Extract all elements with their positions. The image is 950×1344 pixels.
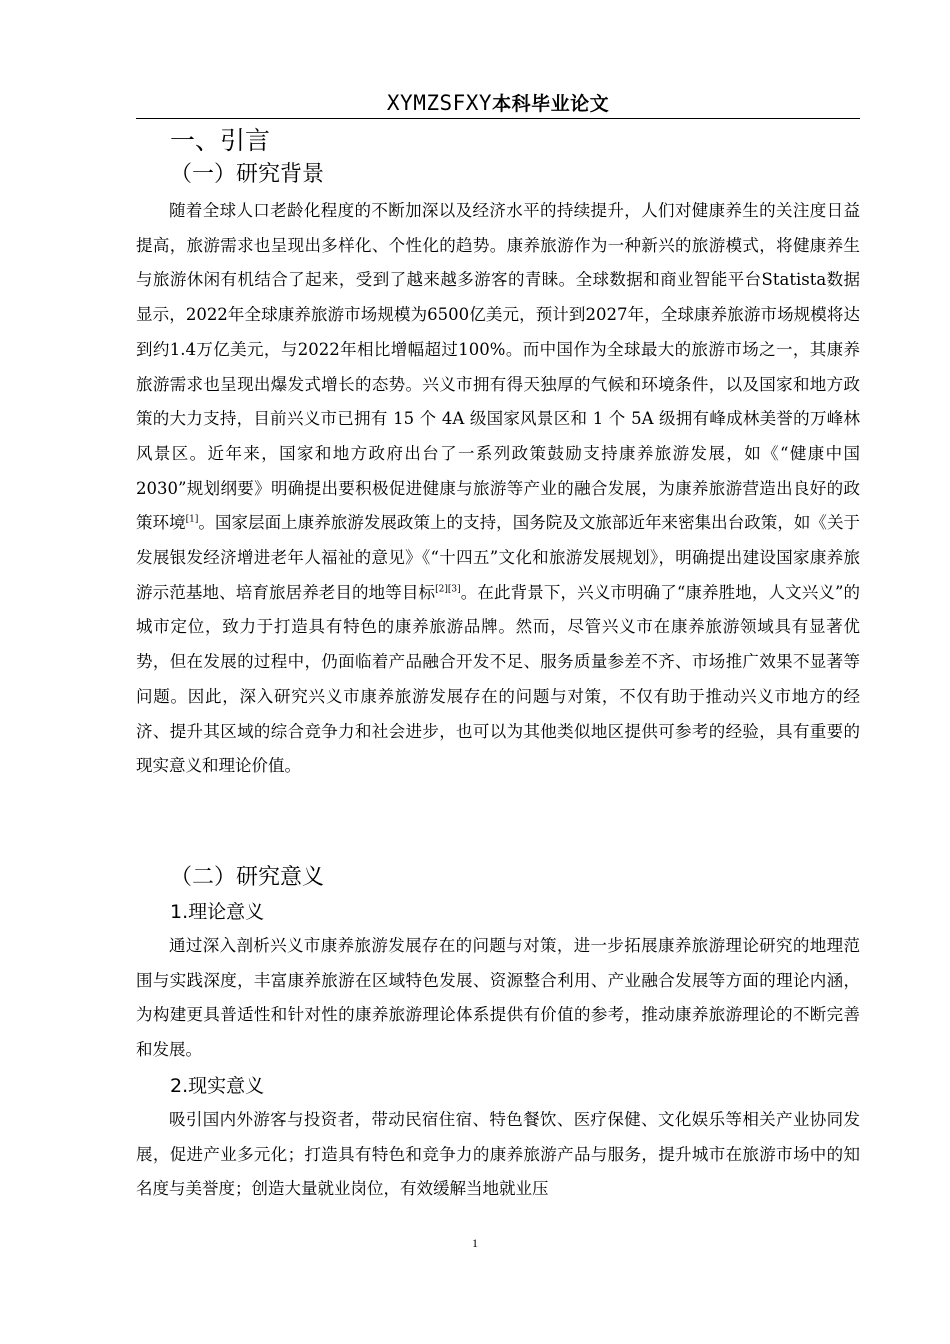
heading-theoretical-significance: 1.理论意义 [170,901,265,923]
background-text-part-2: 。国家层面上康养旅游发展政策上的支持，国务院及文旅部近年来密集出台政策，如《关于发展银发经济增进老年人福祉的意见》《“十四五”文化和旅游发展规划》，明确提出建设国家康养旅游示范基地、培育旅居养老目的地等目标 [136,513,861,602]
heading-practical-significance: 2.现实意义 [170,1075,265,1097]
header-chinese: 本科毕业论文 [492,93,610,115]
practical-significance-paragraph: 吸引国内外游客与投资者，带动民宿住宿、特色餐饮、医疗保健、文化娱乐等相关产业协同发展，促进产业多元化；打造具有特色和竞争力的康养旅游产品与服务，提升城市在旅游市场中的知名度与美誉度；创造大量就业岗位，有效缓解当地就业压 [136,1110,860,1199]
citation-ref-2-3: [2][3] [435,584,461,595]
header-title [387,91,609,115]
subsection-heading-significance: （二）研究意义 [170,865,325,890]
background-text-part-1: 随着全球人口老龄化程度的不断加深以及经济水平的持续提升，人们对健康养生的关注度日益提高，旅游需求也呈现出多样化、个性化的趋势。康养旅游作为一种新兴的旅游模式，将健康养生与旅游休闲有机结合了起来，受到了越来越多游客的青睐。全球数据和商业智能平台Statista数据显示，2022年全球康养旅游市场规模为6500亿美元，预计到2027年，全球康养旅游市场规模将达到约1.4万亿美元，与2022年相比增幅超过100%。而中国作为全球最大的旅游市场之一，其康养旅游需求也呈现出爆发式增长的态势。兴义市拥有得天独厚的气候和环境条件，以及国家和地方政策的大力支持，目前兴义市已拥有 15 个 4A 级国家风景区和 1 个 5A 级拥有峰成林美誉的万峰林风景区。近年来，国家和地方政府出台了一系列政策鼓励支持康养旅游发展，如《“健康中国 2030”规划纲要》明确提出要积极促进健康与旅游等产业的融合发展，为康养旅游营造出良好的政策环境 [136,201,860,533]
theoretical-significance-paragraph: 通过深入剖析兴义市康养旅游发展存在的问题与对策，进一步拓展康养旅游理论研究的地理范围与实践深度，丰富康养旅游在区域特色发展、资源整合利用、产业融合发展等方面的理论内涵，为构建更具普适性和针对性的康养旅游理论体系提供有价值的参考，推动康养旅游理论的不断完善和发展。 [136,936,860,1060]
page-header [136,90,860,119]
subsection-heading-background: （一）研究背景 [170,162,325,187]
background-paragraph [136,194,860,784]
background-text-part-3: 。在此背景下，兴义市明确了“康养胜地，人文兴义”的城市定位，致力于打造具有特色的康养旅游品牌。然而，尽管兴义市在康养旅游领域具有显著优势，但在发展的过程中，仍面临着产品融合开发不足、服务质量参差不齐、市场推广效果不显著等问题。因此，深入研究兴义市康养旅游发展存在的问题与对策，不仅有助于推动兴义市地方的经济、提升其区域的综合竞争力和社会进步，也可以为其他类似地区提供可参考的经验，具有重要的现实意义和理论价值。 [136,582,861,776]
section-heading-introduction: 一、引言 [170,126,271,155]
page-number: 1 [472,1236,478,1250]
header-latin: XYMZSFXY [386,91,493,115]
citation-ref-1: [1] [185,514,199,525]
